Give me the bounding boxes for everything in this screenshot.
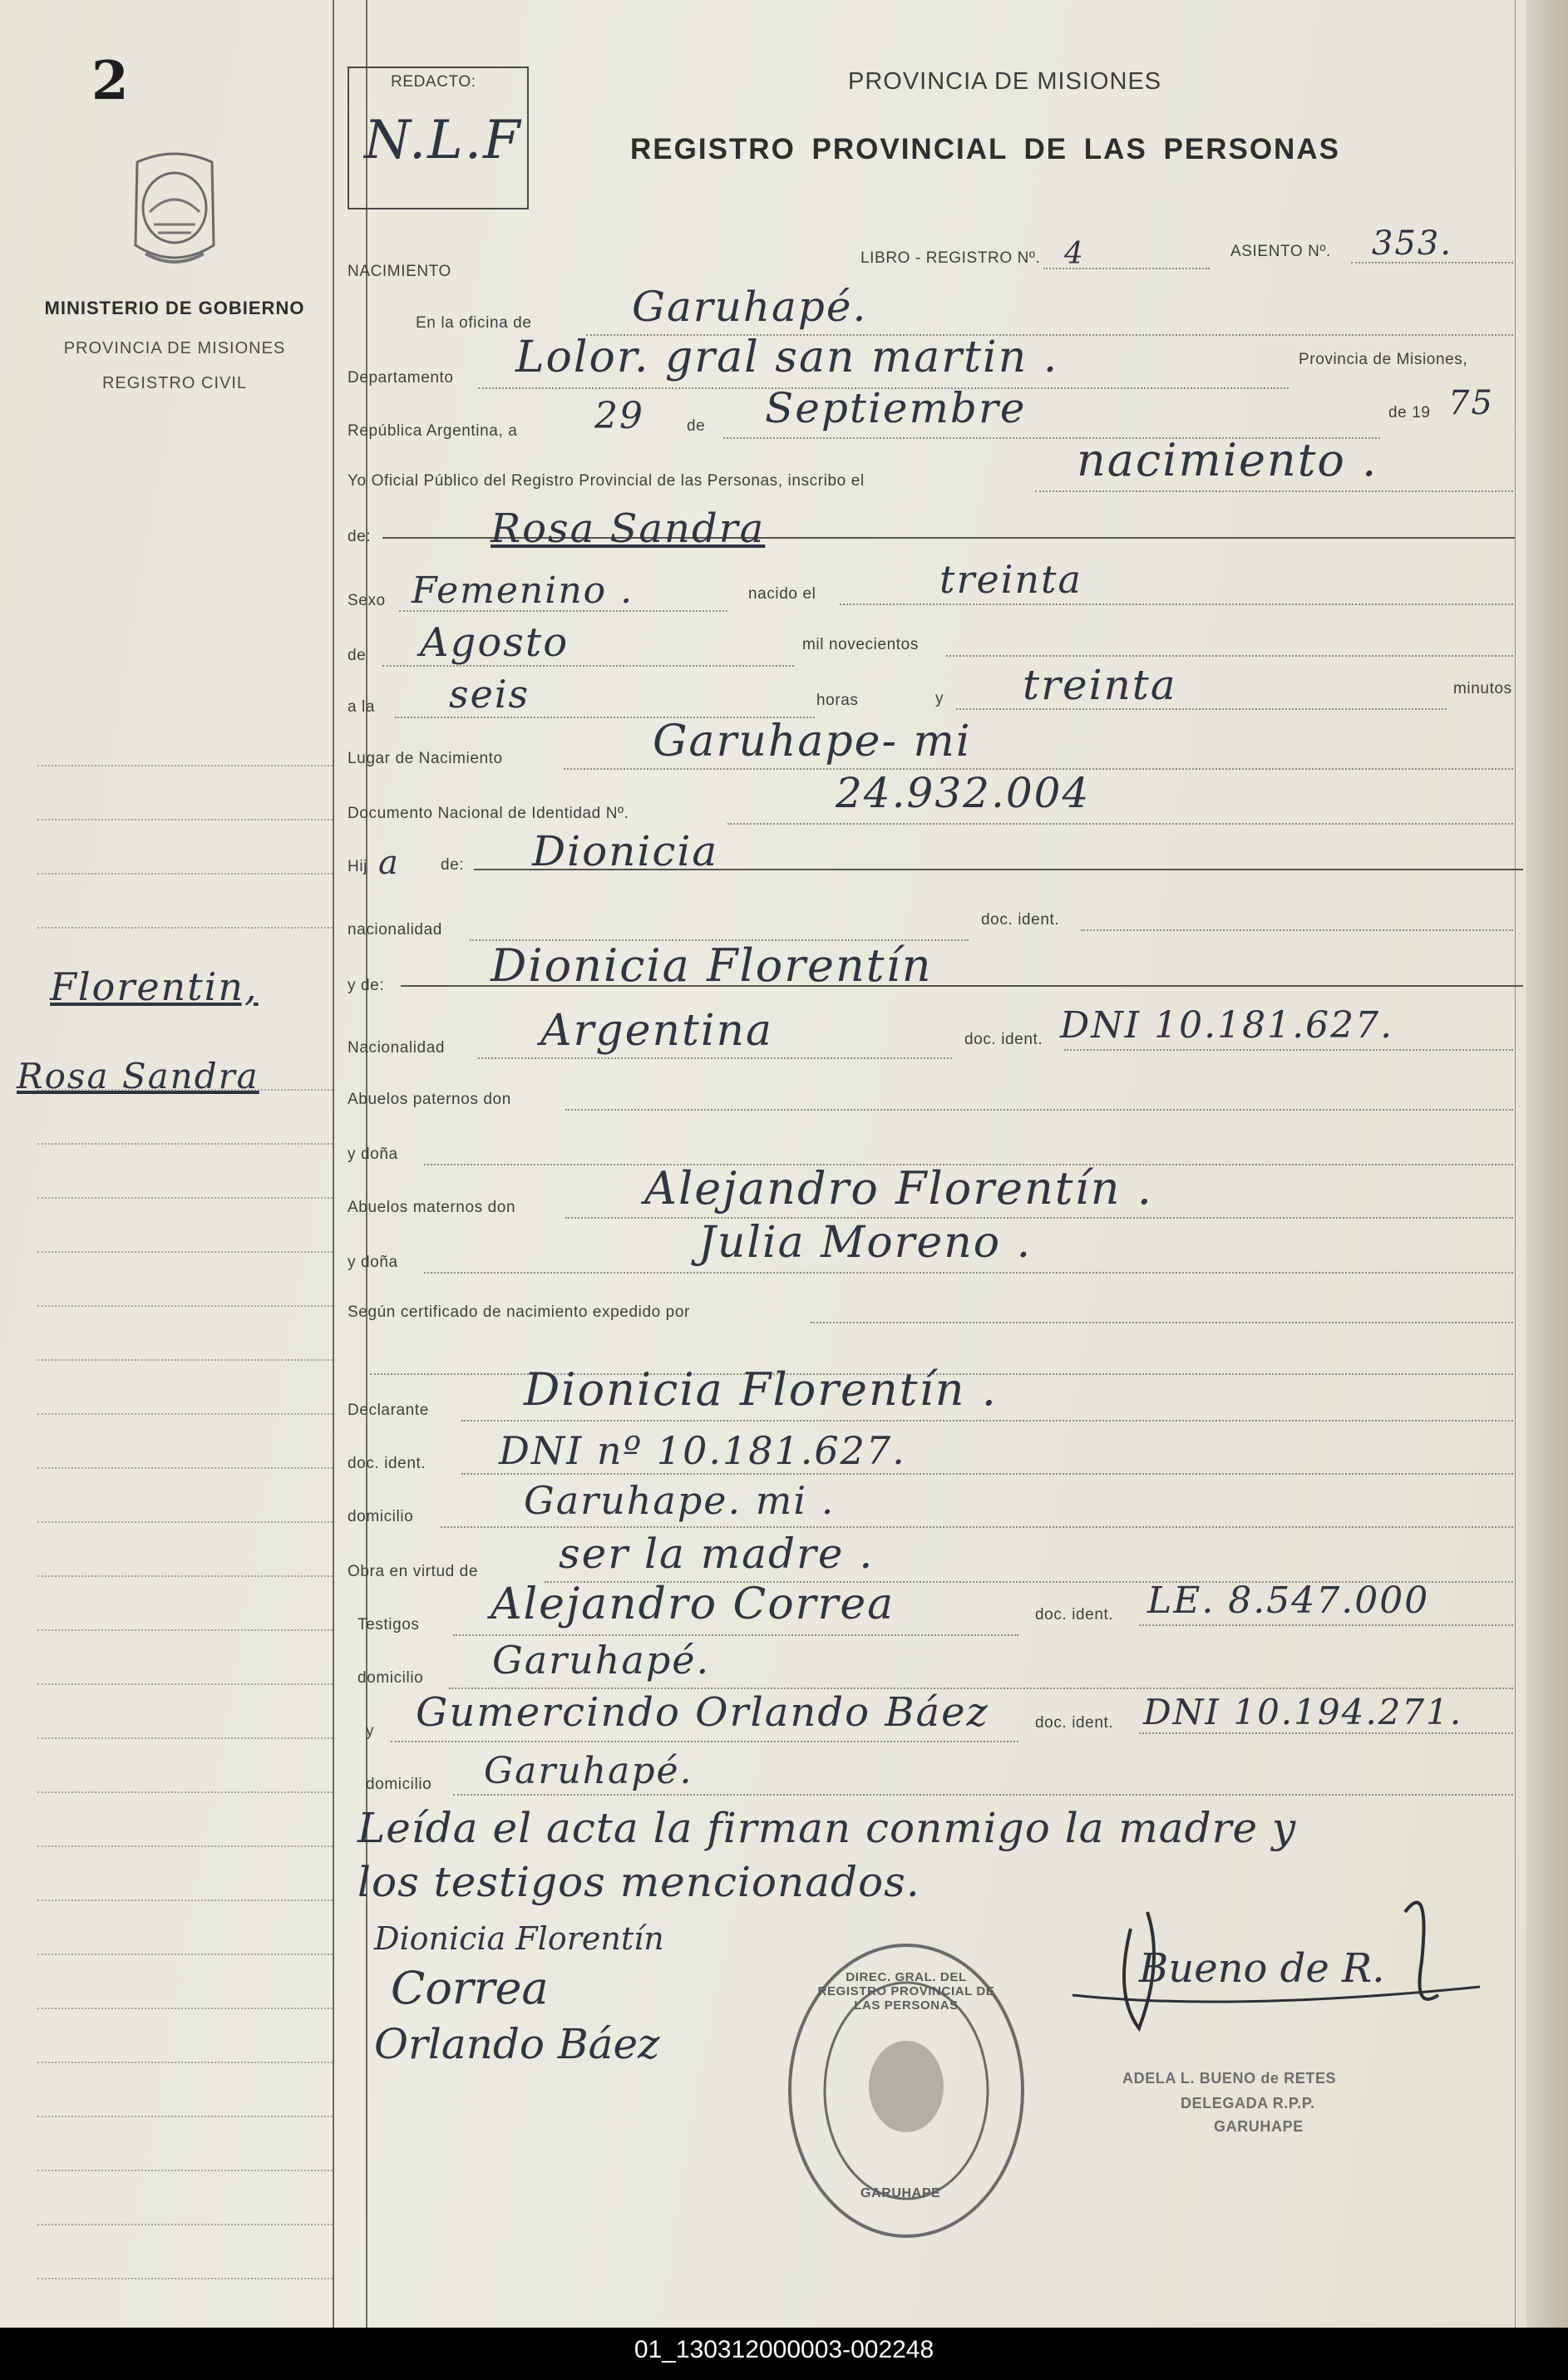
- docident3-value: DNI nº 10.181.627.: [499, 1428, 906, 1473]
- hora-ala-label: a la: [348, 698, 376, 716]
- anio-value: 75: [1448, 384, 1494, 422]
- nacido-label: nacido el: [748, 585, 816, 603]
- docident4-label: doc. ident.: [1035, 1606, 1114, 1624]
- milnov-label: mil novecientos: [802, 636, 919, 653]
- docident1-label: doc. ident.: [981, 911, 1060, 929]
- mes-value: Septiembre: [765, 384, 1027, 432]
- oficina-label: En la oficina de: [416, 314, 532, 332]
- abuelos-pat-line: [565, 1109, 1513, 1111]
- docident4-value: LE. 8.547.000: [1147, 1579, 1430, 1622]
- domicilio3-line: [453, 1794, 1513, 1796]
- header-province: PROVINCIA DE MISIONES: [848, 68, 1162, 95]
- hora-value: seis: [449, 672, 530, 717]
- obra-value: ser la madre .: [559, 1530, 875, 1578]
- footer-id: 01_130312000003-002248: [634, 2336, 934, 2363]
- act-type-label: NACIMIENTO: [348, 263, 451, 280]
- dia-value: 29: [594, 395, 644, 437]
- nacido-line: [840, 604, 1513, 605]
- closing-line-2: los testigos mencionados.: [357, 1858, 920, 1906]
- sexo-value: Femenino .: [412, 569, 634, 612]
- docident3-line: [461, 1473, 1513, 1475]
- signature-mother: Dionicia Florentín: [374, 1920, 664, 1957]
- docident2-value: DNI 10.181.627.: [1060, 1004, 1394, 1047]
- margin-rule-inner: [366, 0, 367, 2328]
- hija-suffix: a: [378, 844, 400, 882]
- y-label: y: [935, 690, 944, 707]
- page-edge-shadow: [1526, 0, 1568, 2328]
- ministry-registry: REGISTRO CIVIL: [101, 374, 248, 392]
- registry-seal: [782, 1937, 1031, 2244]
- nacionalidad2-value: Argentina: [540, 1006, 773, 1056]
- minutos-value: treinta: [1023, 661, 1177, 709]
- docident5-value: DNI 10.194.271.: [1143, 1692, 1463, 1732]
- testigo2-line: [391, 1741, 1018, 1742]
- testigo2-value: Gumercindo Orlando Báez: [416, 1689, 989, 1736]
- docident2-line: [1064, 1049, 1513, 1051]
- madre-yde-label: y de:: [348, 977, 385, 994]
- abuela-mat-value: Julia Moreno .: [698, 1218, 1033, 1268]
- nacido-value: treinta: [939, 557, 1082, 602]
- ministry-title: MINISTERIO DE GOBIERNO: [44, 298, 305, 318]
- declarante-line: [461, 1420, 1513, 1422]
- signature-witness-2: Orlando Báez: [374, 2020, 660, 2068]
- official-stamp-place: GARUHAPE: [1214, 2118, 1304, 2135]
- docident2-label: doc. ident.: [964, 1031, 1043, 1048]
- nacionalidad1-label: nacionalidad: [348, 921, 442, 939]
- dni-line: [727, 823, 1513, 825]
- declarante-label: Declarante: [348, 1402, 429, 1419]
- ydona2-label: y doña: [348, 1254, 398, 1271]
- margin-rule-outer: [333, 0, 334, 2328]
- official-stamp-role: DELEGADA R.P.P.: [1181, 2095, 1315, 2111]
- domicilio3-value: Garuhapé.: [484, 1750, 693, 1792]
- declarante-value: Dionicia Florentín .: [524, 1363, 998, 1416]
- mes-de-label: de: [687, 417, 706, 435]
- segun-line1: [811, 1322, 1513, 1323]
- header-title: REGISTRO PROVINCIAL DE LAS PERSONAS: [630, 133, 1340, 165]
- asiento-value: 353.: [1372, 224, 1453, 263]
- republica-label: República Argentina, a: [348, 422, 518, 440]
- lugar-label: Lugar de Nacimiento: [348, 750, 503, 767]
- nacionalidad2-line: [478, 1057, 952, 1059]
- testigo1-line: [453, 1634, 1018, 1636]
- anio-label: de 19: [1388, 404, 1431, 421]
- hija-label: Hij: [348, 858, 367, 875]
- docident3-label: doc. ident.: [348, 1455, 427, 1472]
- closing-line-1: Leída el acta la firman conmigo la madre y: [357, 1804, 1297, 1852]
- dni-label: Documento Nacional de Identidad Nº.: [348, 805, 629, 822]
- domicilio1-label: domicilio: [348, 1508, 414, 1525]
- abuelo-mat-value: Alejandro Florentín .: [644, 1162, 1153, 1215]
- domicilio3-label: domicilio: [366, 1776, 432, 1793]
- segun-label: Según certificado de nacimiento expedido por: [348, 1303, 690, 1321]
- margin-note-surname: Florentin,: [50, 964, 259, 1009]
- sexo-label: Sexo: [348, 592, 386, 609]
- official-stamp-name: ADELA L. BUENO de RETES: [1122, 2070, 1337, 2087]
- hija-de-label: de:: [441, 856, 465, 874]
- signature-witness-1: Correa: [391, 1962, 549, 2014]
- nacionalidad2-label: Nacionalidad: [348, 1039, 446, 1057]
- testigos-label: Testigos: [357, 1616, 420, 1633]
- obra-label: Obra en virtud de: [348, 1563, 479, 1580]
- lugar-value: Garuhape- mi: [653, 717, 972, 766]
- mesnac-value: Agosto: [420, 619, 570, 666]
- seal-bottom: GARUHAPE: [860, 2186, 941, 2200]
- domicilio1-value: Garuhape. mi .: [524, 1478, 836, 1523]
- oficial-label: Yo Oficial Público del Registro Provincial de las Personas, inscribo el: [348, 472, 865, 490]
- minutos-label: minutos: [1453, 680, 1512, 697]
- seal-text: DIREC. GRAL. DEL REGISTRO PROVINCIAL DE LAS PERSONAS: [817, 1970, 995, 2013]
- page-number: 2: [91, 50, 129, 112]
- domicilio2-label: domicilio: [357, 1669, 424, 1687]
- asiento-label: ASIENTO Nº.: [1230, 243, 1331, 260]
- abuelos-pat-label: Abuelos paternos don: [348, 1091, 511, 1108]
- oficial-line: [1035, 490, 1513, 492]
- domicilio2-value: Garuhapé.: [492, 1638, 711, 1683]
- departamento-label: Departamento: [348, 369, 454, 387]
- horas-label: horas: [816, 692, 859, 709]
- province-emblem-icon: [121, 145, 229, 278]
- redacto-box: [348, 67, 529, 209]
- abuelos-mat-label: Abuelos maternos don: [348, 1199, 516, 1216]
- right-rule: [1515, 0, 1516, 2328]
- docident5-line: [1139, 1732, 1513, 1734]
- departamento-value: Lolor. gral san martin .: [515, 333, 1059, 382]
- testigo1-value: Alejandro Correa: [491, 1579, 895, 1629]
- oficial-value: nacimiento .: [1077, 434, 1378, 486]
- ministry-province: PROVINCIA DE MISIONES: [63, 339, 286, 357]
- oficina-value: Garuhapé.: [632, 283, 868, 331]
- redacto-initials: N.L.F: [364, 110, 522, 171]
- milnov-line: [946, 655, 1513, 657]
- ydona1-label: y doña: [348, 1146, 398, 1163]
- y2-label: y: [366, 1722, 375, 1740]
- docident1-line: [1081, 929, 1513, 931]
- madre-value: Dionicia Florentín: [491, 939, 933, 992]
- padre-value: Dionicia: [532, 827, 719, 875]
- nombre-de-label: de:: [348, 528, 372, 545]
- official-signature: Bueno de R.: [1139, 1945, 1385, 1992]
- docident4-line: [1139, 1624, 1513, 1626]
- redacto-label: REDACTO:: [391, 73, 476, 91]
- margin-note-name: Rosa Sandra: [17, 1056, 259, 1096]
- provincia-label: Provincia de Misiones,: [1299, 351, 1468, 368]
- domicilio1-line: [441, 1526, 1513, 1528]
- mesnac-de-label: de: [348, 647, 367, 664]
- libro-label: LIBRO - REGISTRO Nº.: [860, 249, 1041, 267]
- ydona2-line: [424, 1272, 1513, 1274]
- nombre-value: Rosa Sandra: [491, 505, 766, 552]
- libro-value: 4: [1064, 237, 1085, 271]
- dni-value: 24.932.004: [836, 769, 1091, 817]
- docident5-label: doc. ident.: [1035, 1714, 1114, 1732]
